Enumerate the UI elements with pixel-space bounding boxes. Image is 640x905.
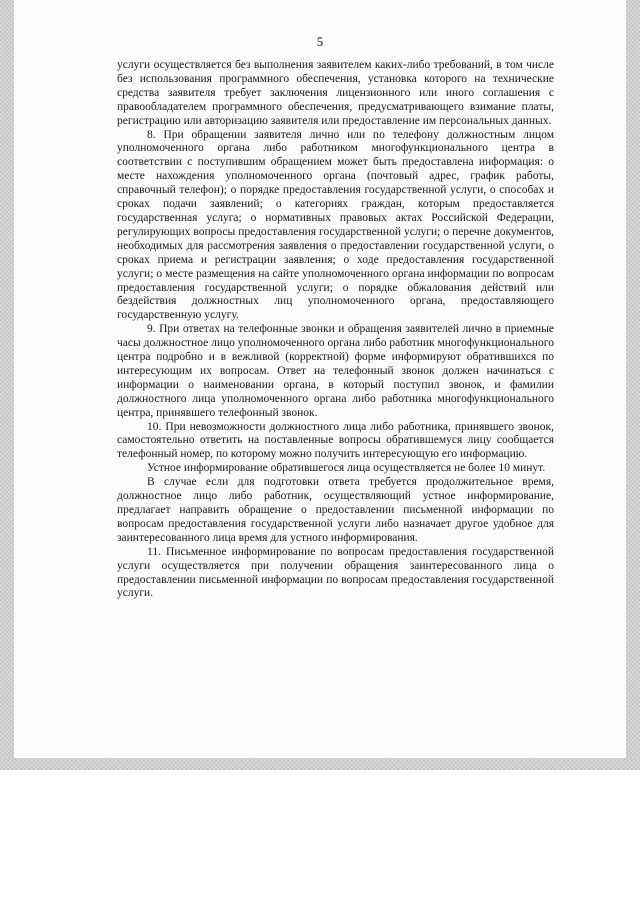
paragraph-oral-info: Устное информирование обратившегося лица осуществляется не более 10 минут. [147, 462, 546, 475]
paragraph-11: 11. Письменное информирование по вопросам предоставления государственной услуги осуществляется при получении обращения заинтересованного лица о предоставлении письменной информации по вопросам предоставления государственной услуги. [117, 545, 554, 600]
scan-border-bottom [0, 758, 640, 770]
scan-border-right [626, 0, 640, 770]
blank-margin [0, 770, 640, 905]
paragraph-long-answer: В случае если для подготовки ответа требуется продолжительное время, должностное лицо либо работник, осуществляющий устное информирование, предлагает направить обращение о предоставлении письменной информации по вопросам предоставления государственной услуги либо назначает другое удобное для заинтересованного лица время для устного информирования. [117, 476, 554, 544]
paragraph-9: 9. При ответах на телефонные звонки и обращения заявителей лично в приемные часы должностное лицо уполномоченного органа либо работник многофункционального центра подробно и в вежливой (корректной) форме информируют обратившихся по интересующим их вопросам. Ответ на телефонный звонок должен начинаться с информации о наименовании органа, в который поступил звонок, и фамилии должностного лица уполномоченного органа либо работника многофункционального центра, принявшего телефонный звонок. [117, 323, 554, 419]
scan-border-left [0, 0, 14, 770]
paragraph-continuation: услуги осуществляется без выполнения заявителем каких-либо требований, в том числе без использования программного обеспечения, установка которого на технические средства заявителя требует заключения лицензионного или иного соглашения с правообладателем программного обеспечения, предусматривающего взимание платы, регистрацию или авторизацию заявителя или предоставление им персональных данных. [117, 59, 554, 127]
paragraph-10: 10. При невозможности должностного лица либо работника, принявшего звонок, самостоятельно ответить на поставленные вопросы обратившемуся лицу сообщается телефонный номер, по которому можно получить интересующую его информацию. [117, 420, 554, 461]
document-body [117, 59, 554, 601]
paragraph-8: 8. При обращении заявителя лично или по телефону должностным лицом уполномоченного органа либо работником многофункционального центра в соответствии с поступившим обращением может быть предоставлена информация: о месте нахождения уполномоченного органа (почтовый адрес, график работы, справочный телефон); о порядке предоставления государственной услуги, о способах и сроках подачи заявлений; о категориях граждан, которым предоставляется государственная услуга; о нормативных правовых актах Российской Федерации, регулирующих вопросы предоставления государственной услуги; о перечне документов, необходимых для рассмотрения заявления о предоставлении государственной услуги, о сроках приема и регистрации заявления; о ходе предоставления государственной услуги; о месте размещения на сайте уполномоченного органа информации по вопросам предоставления государственной услуги; о порядке обжалования действий или бездействия должностных лиц уполномоченного органа, предоставляющего государственную услугу. [117, 128, 554, 322]
page-number: 5 [316, 34, 324, 49]
